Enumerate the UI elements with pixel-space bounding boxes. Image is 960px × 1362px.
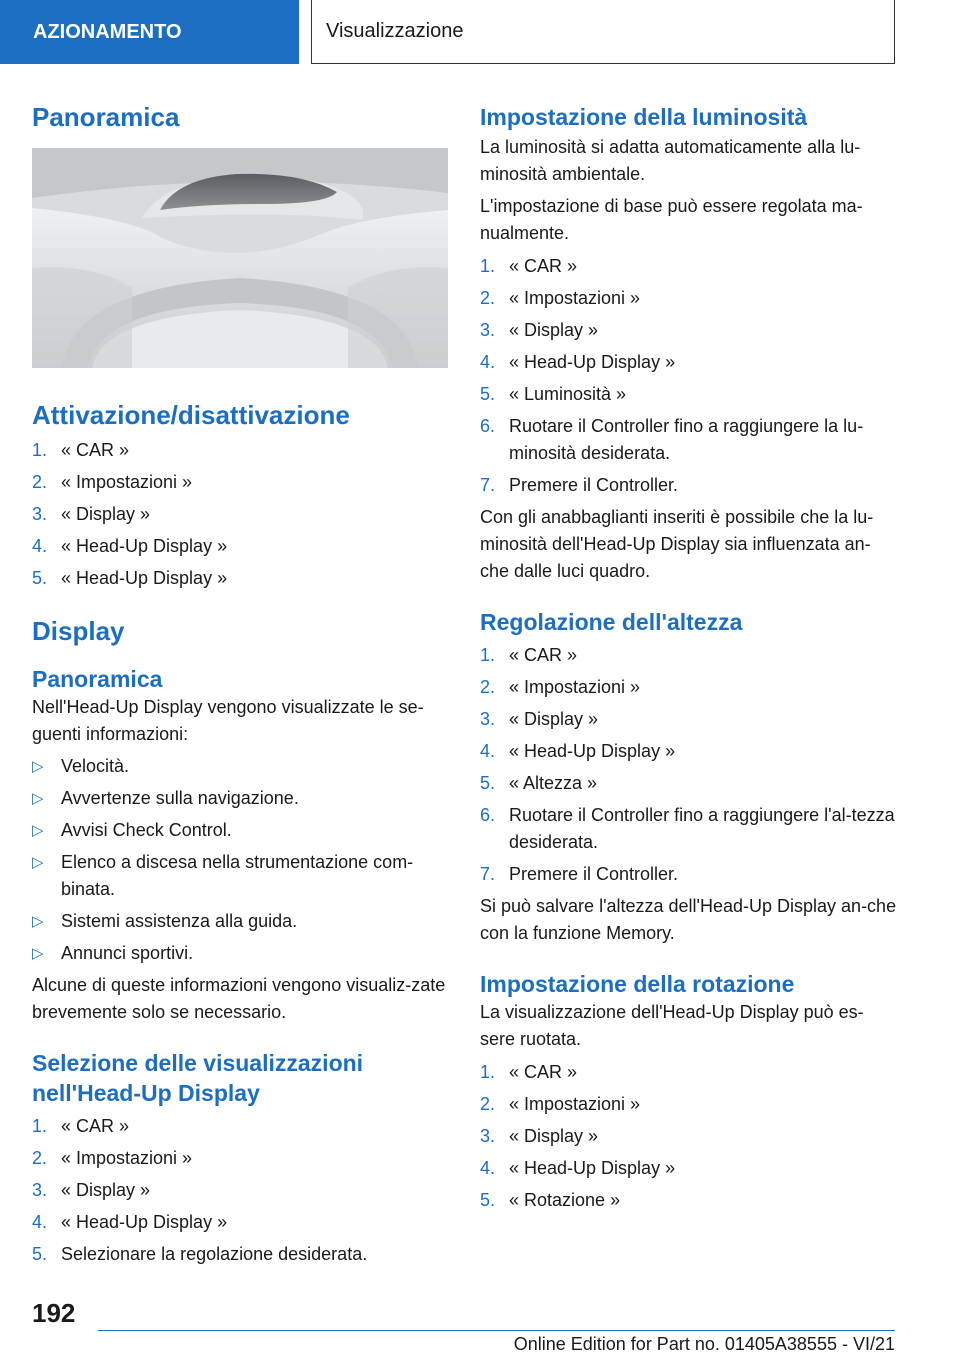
list-item: ▷ Velocità.	[32, 753, 450, 780]
list-item: ▷ Elenco a discesa nella strumentazione com-binata.	[32, 849, 450, 903]
list-item: 3. « Display »	[32, 1180, 151, 1200]
list-item: 5. Selezionare la regolazione desiderata.	[32, 1244, 368, 1264]
display-info-list	[32, 753, 450, 967]
list-item: 5. « Luminosità »	[480, 384, 627, 404]
list-item: 1. « CAR »	[32, 440, 130, 460]
activation-title: Attivazione/disattivazione	[32, 400, 350, 430]
overview-title: Panoramica	[32, 102, 180, 132]
list-item: 4. « Head-Up Display »	[480, 741, 676, 761]
list-item: ▷ Avvertenze sulla navigazione.	[32, 785, 450, 812]
rotation-paragraph: La visualizzazione dell'Head-Up Display può es-sere ruotata.	[480, 1002, 864, 1049]
list-item: 2. « Impostazioni »	[32, 1148, 193, 1168]
height-note: Si può salvare l'altezza dell'Head-Up Display an-che con la funzione Memory.	[480, 896, 897, 943]
height-steps	[480, 642, 898, 888]
list-item: ▷ Annunci sportivi.	[32, 940, 450, 967]
brightness-paragraph-2: L'impostazione di base può essere regolata ma-nualmente.	[480, 196, 863, 243]
list-item: 2. « Impostazioni »	[480, 288, 641, 308]
left-column	[32, 100, 450, 1268]
list-item: 5. « Rotazione »	[480, 1190, 621, 1210]
list-item: 1. « CAR »	[32, 1116, 130, 1136]
triangle-bullet-icon: ▷	[32, 822, 44, 839]
rotation-steps	[480, 1059, 898, 1214]
list-item: 4. « Head-Up Display »	[480, 1158, 676, 1178]
list-item: 3. « Display »	[32, 504, 151, 524]
list-item: 3. « Display »	[480, 320, 599, 340]
selection-steps	[32, 1113, 450, 1268]
section-tab: AZIONAMENTO	[0, 0, 299, 64]
list-item: 7. Premere il Controller.	[480, 864, 679, 884]
list-item: 4. « Head-Up Display »	[480, 352, 676, 372]
list-item: 3. « Display »	[480, 1126, 599, 1146]
brightness-paragraph-1: La luminosità si adatta automaticamente alla lu-minosità ambientale.	[480, 137, 861, 184]
list-item: 6. Ruotare il Controller fino a raggiungere l'al-tezza desiderata.	[480, 805, 895, 852]
triangle-bullet-icon: ▷	[32, 758, 44, 775]
triangle-bullet-icon: ▷	[32, 790, 44, 807]
page-number: 192	[32, 1298, 76, 1328]
activation-steps	[32, 437, 450, 592]
list-item: 6. Ruotare il Controller fino a raggiungere la lu-minosità desiderata.	[480, 416, 864, 463]
list-item: 3. « Display »	[480, 709, 599, 729]
selection-title: Selezione delle visualizzazioni nell'Head-Up Display	[32, 1050, 364, 1106]
brightness-title: Impostazione della luminosità	[480, 104, 808, 130]
dashboard-illustration	[32, 148, 448, 368]
display-intro: Nell'Head-Up Display vengono visualizzate le se-guenti informazioni:	[32, 697, 424, 744]
list-item: 1. « CAR »	[480, 645, 578, 665]
display-title: Display	[32, 616, 125, 646]
footer-divider	[98, 1330, 895, 1331]
list-item: 1. « CAR »	[480, 256, 578, 276]
height-title: Regolazione dell'altezza	[480, 609, 743, 635]
right-column	[480, 100, 898, 1214]
list-item: 4. « Head-Up Display »	[32, 1212, 228, 1232]
display-overview-subtitle: Panoramica	[32, 666, 163, 692]
list-item: 2. « Impostazioni »	[480, 677, 641, 697]
list-item: 5. « Altezza »	[480, 773, 598, 793]
list-item: 1. « CAR »	[480, 1062, 578, 1082]
brightness-note: Con gli anabbaglianti inseriti è possibile che la lu-minosità dell'Head-Up Display sia influenzata an-che dalle luci quadro.	[480, 507, 874, 581]
list-item: ▷ Sistemi assistenza alla guida.	[32, 908, 450, 935]
display-note: Alcune di queste informazioni vengono visualiz-zate brevemente solo se necessario.	[32, 975, 446, 1022]
triangle-bullet-icon: ▷	[32, 945, 44, 962]
list-item: 2. « Impostazioni »	[32, 472, 193, 492]
edition-footer: Online Edition for Part no. 01405A38555 - VI/21	[513, 1334, 895, 1354]
list-item: 4. « Head-Up Display »	[32, 536, 228, 556]
rotation-title: Impostazione della rotazione	[480, 971, 795, 997]
triangle-bullet-icon: ▷	[32, 854, 44, 871]
chapter-tab: Visualizzazione	[311, 0, 895, 64]
list-item: 2. « Impostazioni »	[480, 1094, 641, 1114]
list-item: 7. Premere il Controller.	[480, 475, 679, 495]
head-up-display-photo	[32, 148, 448, 368]
brightness-steps	[480, 253, 898, 499]
triangle-bullet-icon: ▷	[32, 913, 44, 930]
list-item: 5. « Head-Up Display »	[32, 568, 228, 588]
list-item: ▷ Avvisi Check Control.	[32, 817, 450, 844]
